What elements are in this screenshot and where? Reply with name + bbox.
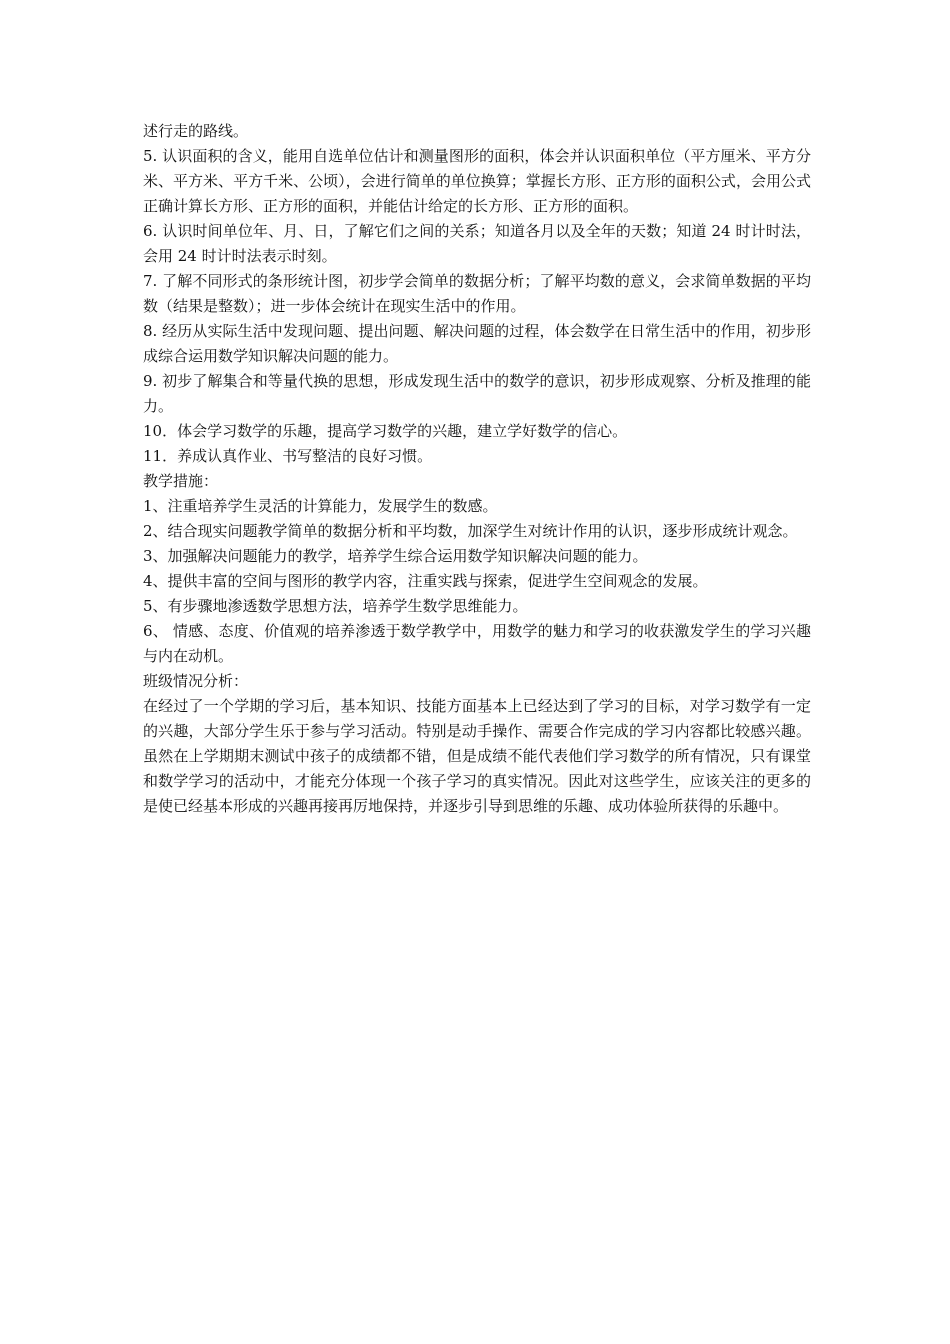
objective-10: 10．体会学习数学的乐趣，提高学习数学的兴趣，建立学好数学的信心。	[143, 422, 628, 440]
measure-5: 5、有步骤地渗透数学思想方法，培养学生数学思维能力。	[143, 597, 528, 615]
objective-11: 11．养成认真作业、书写整洁的良好习惯。	[143, 447, 433, 465]
objective-7: 7. 了解不同形式的条形统计图，初步学会简单的数据分析；了解平均数的意义，会求简单数据的平均数（结果是整数）；进一步体会统计在现实生活中的作用。	[143, 272, 811, 315]
class-analysis-heading: 班级情况分析：	[143, 672, 249, 690]
document-body	[143, 119, 811, 819]
measure-1: 1、注重培养学生灵活的计算能力，发展学生的数感。	[143, 497, 498, 515]
objective-6: 6. 认识时间单位年、月、日，了解它们之间的关系；知道各月以及全年的天数；知道 24 时计时法，会用 24 时计时法表示时刻。	[143, 222, 811, 265]
objective-9: 9. 初步了解集合和等量代换的思想，形成发现生活中的数学的意识，初步形成观察、分析及推理的能力。	[143, 372, 811, 415]
measures-heading: 教学措施：	[143, 472, 219, 490]
class-analysis-paragraph: 在经过了一个学期的学习后，基本知识、技能方面基本上已经达到了学习的目标，对学习数学有一定的兴趣，大部分学生乐于参与学习活动。特别是动手操作、需要合作完成的学习内容都比较感兴趣。虽然在上学期期末测试中孩子的成绩都不错，但是成绩不能代表他们学习数学的所有情况，只有课堂和数学学习的活动中，才能充分体现一个孩子学习的真实情况。因此对这些学生，应该关注的更多的是使已经基本形成的兴趣再接再厉地保持，并逐步引导到思维的乐趣、成功体验所获得的乐趣中。	[143, 697, 811, 815]
objective-8: 8. 经历从实际生活中发现问题、提出问题、解决问题的过程，体会数学在日常生活中的作用，初步形成综合运用数学知识解决问题的能力。	[143, 322, 811, 365]
text-line-continuation: 述行走的路线。	[143, 122, 249, 140]
measure-4: 4、提供丰富的空间与图形的教学内容，注重实践与探索，促进学生空间观念的发展。	[143, 572, 708, 590]
measure-2: 2、结合现实问题教学简单的数据分析和平均数，加深学生对统计作用的认识，逐步形成统计观念。	[143, 522, 798, 540]
objective-5: 5. 认识面积的含义，能用自选单位估计和测量图形的面积，体会并认识面积单位（平方厘米、平方分米、平方米、平方千米、公顷），会进行简单的单位换算；掌握长方形、正方形的面积公式，会用公式正确计算长方形、正方形的面积，并能估计给定的长方形、正方形的面积。	[143, 147, 811, 215]
measure-6: 6、 情感、态度、价值观的培养渗透于数学教学中，用数学的魅力和学习的收获激发学生的学习兴趣与内在动机。	[143, 622, 811, 665]
measure-3: 3、加强解决问题能力的教学，培养学生综合运用数学知识解决问题的能力。	[143, 547, 648, 565]
